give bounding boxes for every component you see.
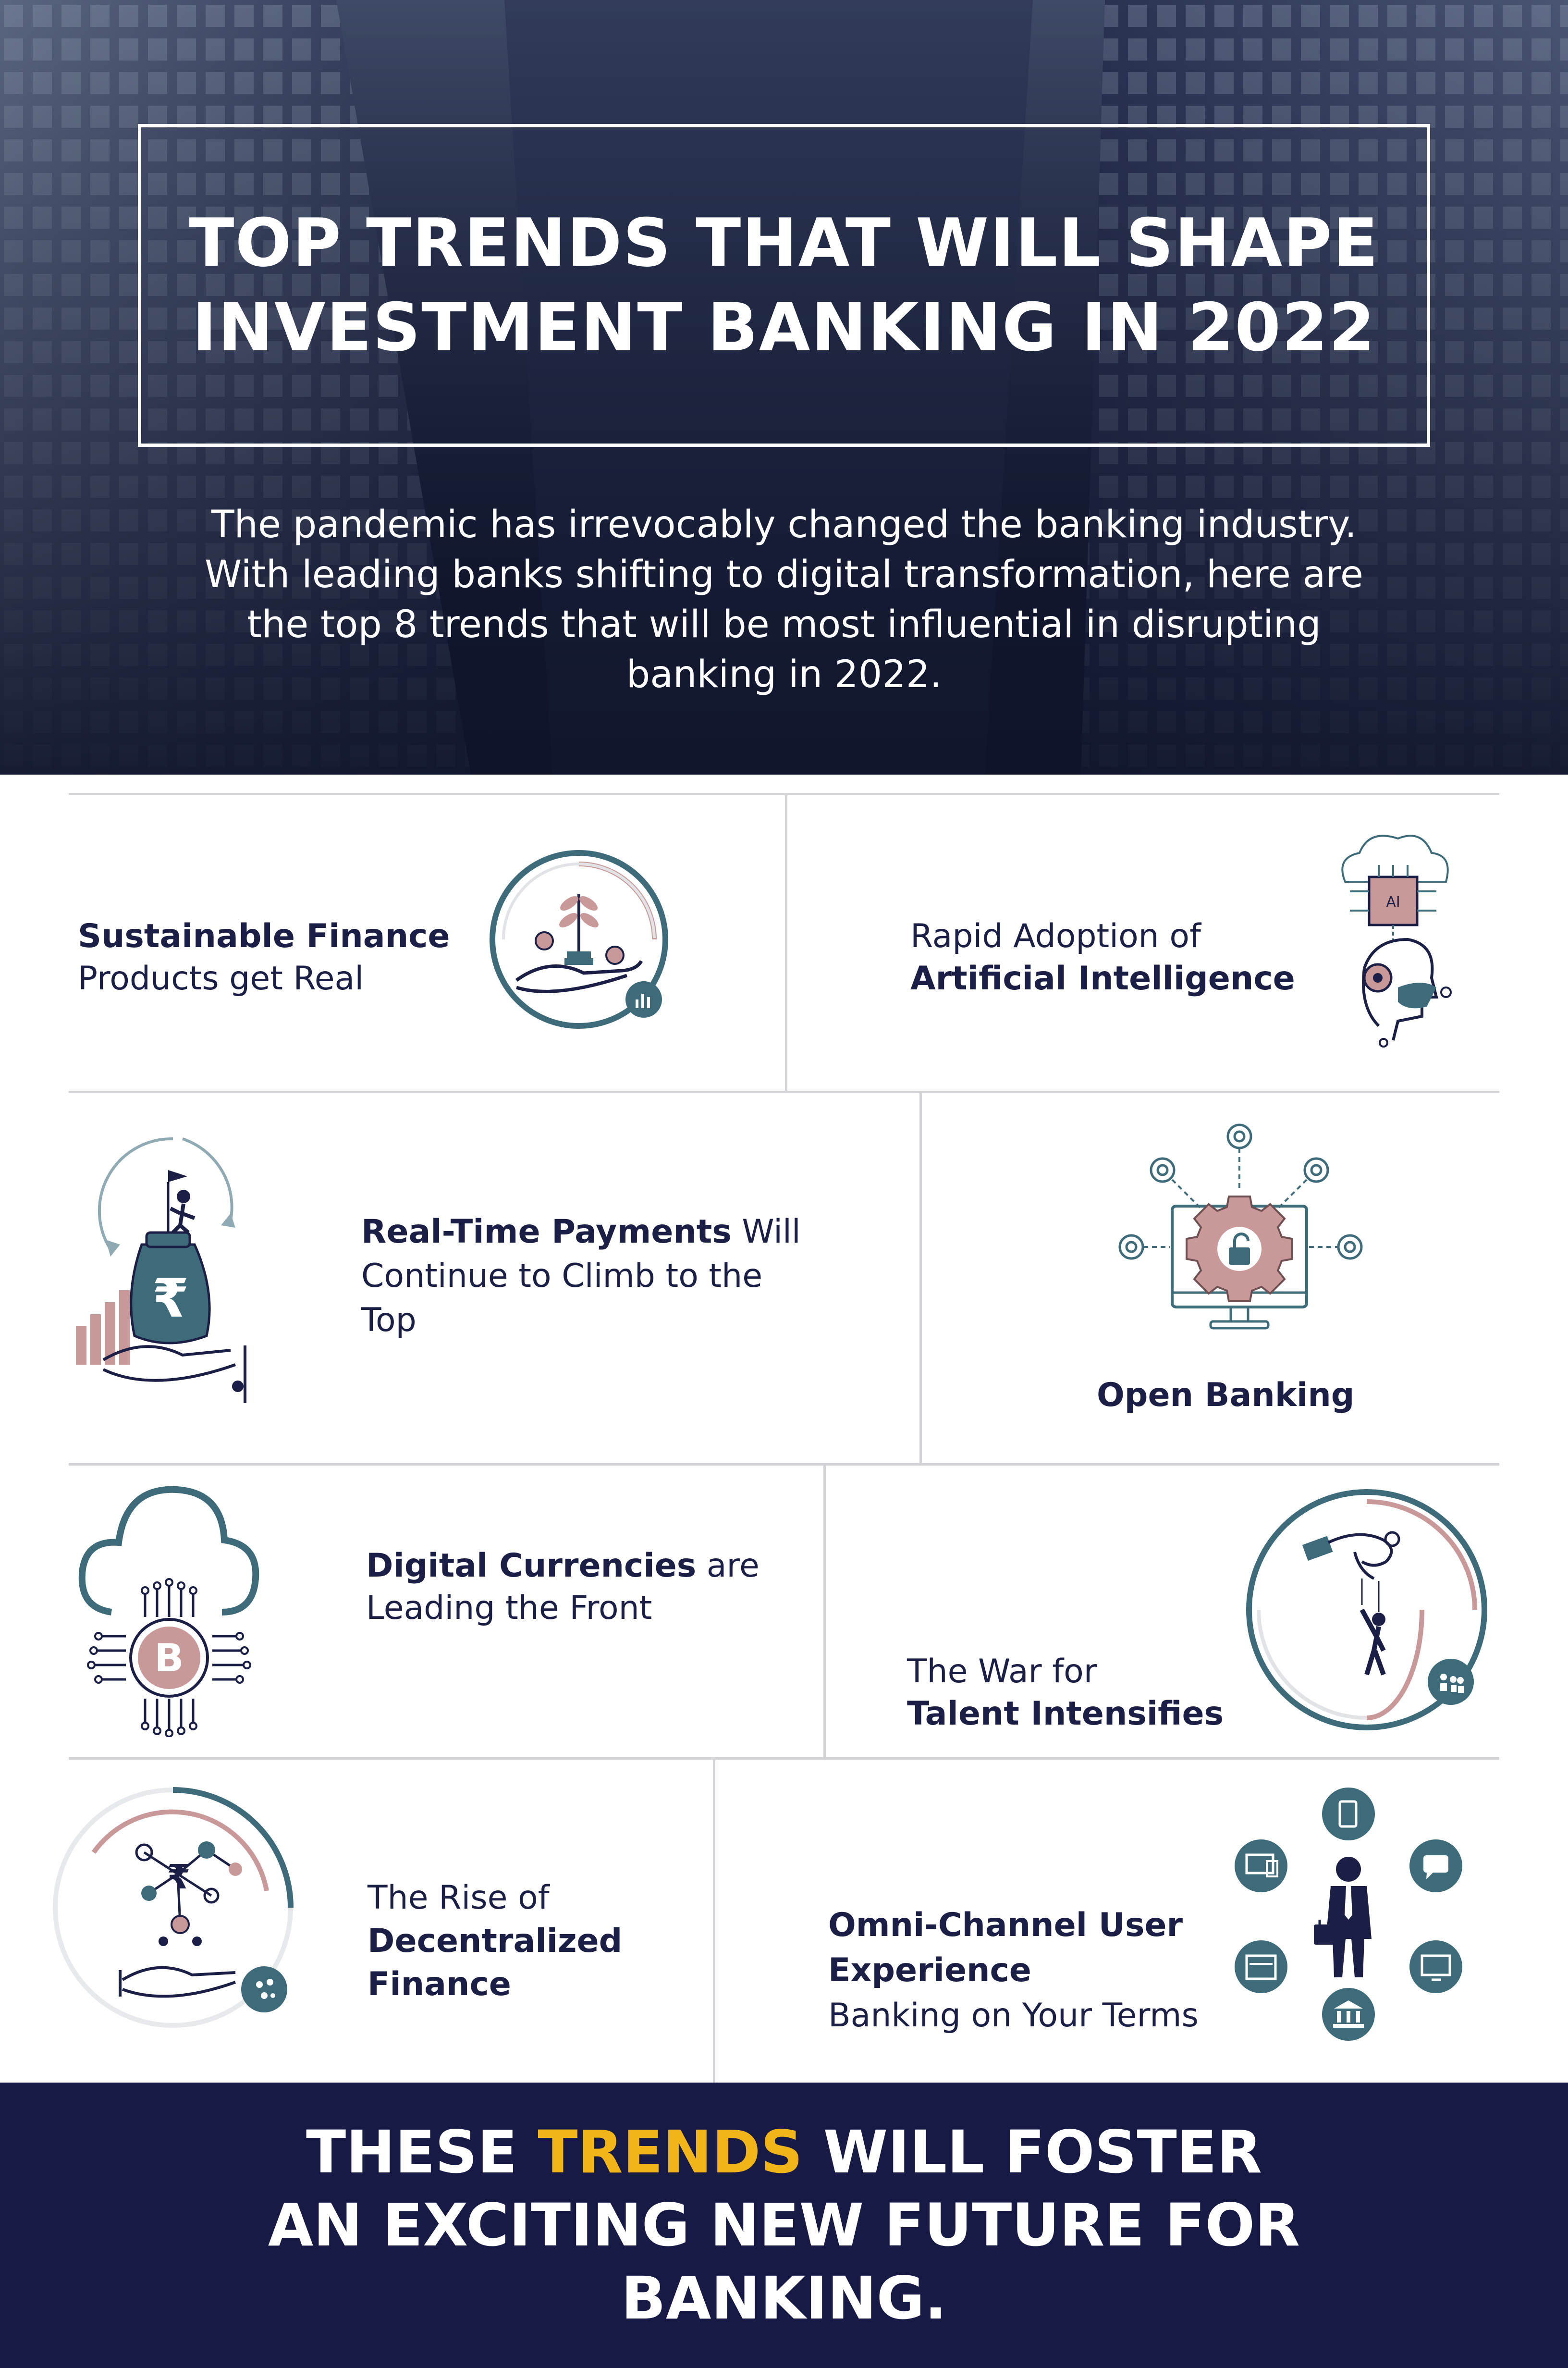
trend-war-for-talent [907, 1651, 1224, 1735]
trend-title: Real-Time Payments [361, 1213, 732, 1251]
trend-title-line-1: Omni-Channel User [828, 1906, 1183, 1944]
bitcoin-symbol: B [154, 1636, 184, 1680]
intro-line-3: the top 8 trends that will be most influential in disrupting [247, 603, 1321, 646]
trend-subtitle-line-2: Top [361, 1301, 416, 1339]
intro-line-4: banking in 2022. [626, 653, 942, 696]
trend-title-suffix: are [696, 1547, 760, 1585]
trend-pretitle: Rapid Adoption of [910, 917, 1201, 955]
divider [69, 1091, 1499, 1093]
bitcoin-cloud-icon [73, 1478, 265, 1737]
page-title-line-1: TOP TRENDS THAT WILL SHAPE [189, 204, 1379, 282]
intro-paragraph [115, 500, 1453, 700]
trend-open-banking [1097, 1374, 1354, 1417]
rupee-symbol: ₹ [152, 1268, 189, 1329]
trend-title-line-2: Experience [828, 1951, 1031, 1989]
ai-chip-head-icon [1326, 824, 1460, 1055]
trend-subtitle-line-1: Continue to Climb to the [361, 1257, 763, 1295]
divider [69, 793, 1499, 795]
rupee-symbol: ₹ [167, 1857, 191, 1897]
divider [785, 793, 787, 1091]
trend-omni-channel [828, 1903, 1199, 2038]
divider [713, 1757, 715, 2083]
trend-pretitle: The Rise of [368, 1879, 550, 1917]
footer-line-2: AN EXCITING NEW FUTURE FOR [268, 2191, 1300, 2259]
title-frame [138, 124, 1430, 447]
trend-subtitle: Leading the Front [366, 1589, 652, 1627]
page-title-line-2: INVESTMENT BANKING IN 2022 [192, 289, 1376, 366]
trend-pretitle: The War for [907, 1653, 1097, 1690]
trend-digital-currencies [366, 1545, 760, 1629]
footer-line-3: BANKING. [621, 2264, 947, 2332]
footer-post: WILL FOSTER [803, 2118, 1262, 2186]
trend-real-time-payments [361, 1210, 801, 1343]
trend-title: Sustainable Finance [78, 917, 450, 955]
trend-title: Open Banking [1097, 1376, 1355, 1414]
trend-title: Artificial Intelligence [910, 960, 1295, 998]
gear-monitor-icon [1105, 1122, 1374, 1348]
trend-title-line-1: Decentralized [368, 1922, 623, 1960]
footer-line-1 [306, 2116, 1262, 2189]
ai-chip-label: AI [1386, 894, 1400, 911]
trend-title: Talent Intensifies [907, 1695, 1224, 1733]
trend-title-line-2: Finance [368, 1965, 511, 2003]
hero-banner [0, 0, 1568, 775]
trend-artificial-intelligence [910, 915, 1295, 1000]
hand-puppet-person-icon [1239, 1482, 1489, 1742]
footer-banner [0, 2083, 1568, 2368]
businessman-channels-icon [1232, 1785, 1472, 2045]
divider [919, 1091, 922, 1463]
intro-line-1: The pandemic has irrevocably changed the banking industry. [211, 503, 1357, 546]
trend-title-suffix: Will [731, 1213, 801, 1251]
plant-coins-hand-icon [483, 846, 685, 1038]
trend-sustainable-finance [78, 915, 450, 1000]
divider [69, 1757, 1499, 1760]
footer-pre: THESE [306, 2118, 538, 2186]
rupee-network-hand-icon [53, 1780, 307, 2040]
divider [69, 1463, 1499, 1466]
footer-highlight: TRENDS [538, 2118, 803, 2186]
rupee-bag-hand-icon [72, 1124, 274, 1413]
trend-title: Digital Currencies [366, 1547, 697, 1585]
trend-subtitle: Banking on Your Terms [828, 1997, 1199, 2035]
intro-line-2: With leading banks shifting to digital transformation, here are [205, 553, 1363, 596]
trend-subtitle: Products get Real [78, 960, 364, 998]
divider [823, 1463, 826, 1757]
trend-decentralized-finance [368, 1876, 622, 2006]
